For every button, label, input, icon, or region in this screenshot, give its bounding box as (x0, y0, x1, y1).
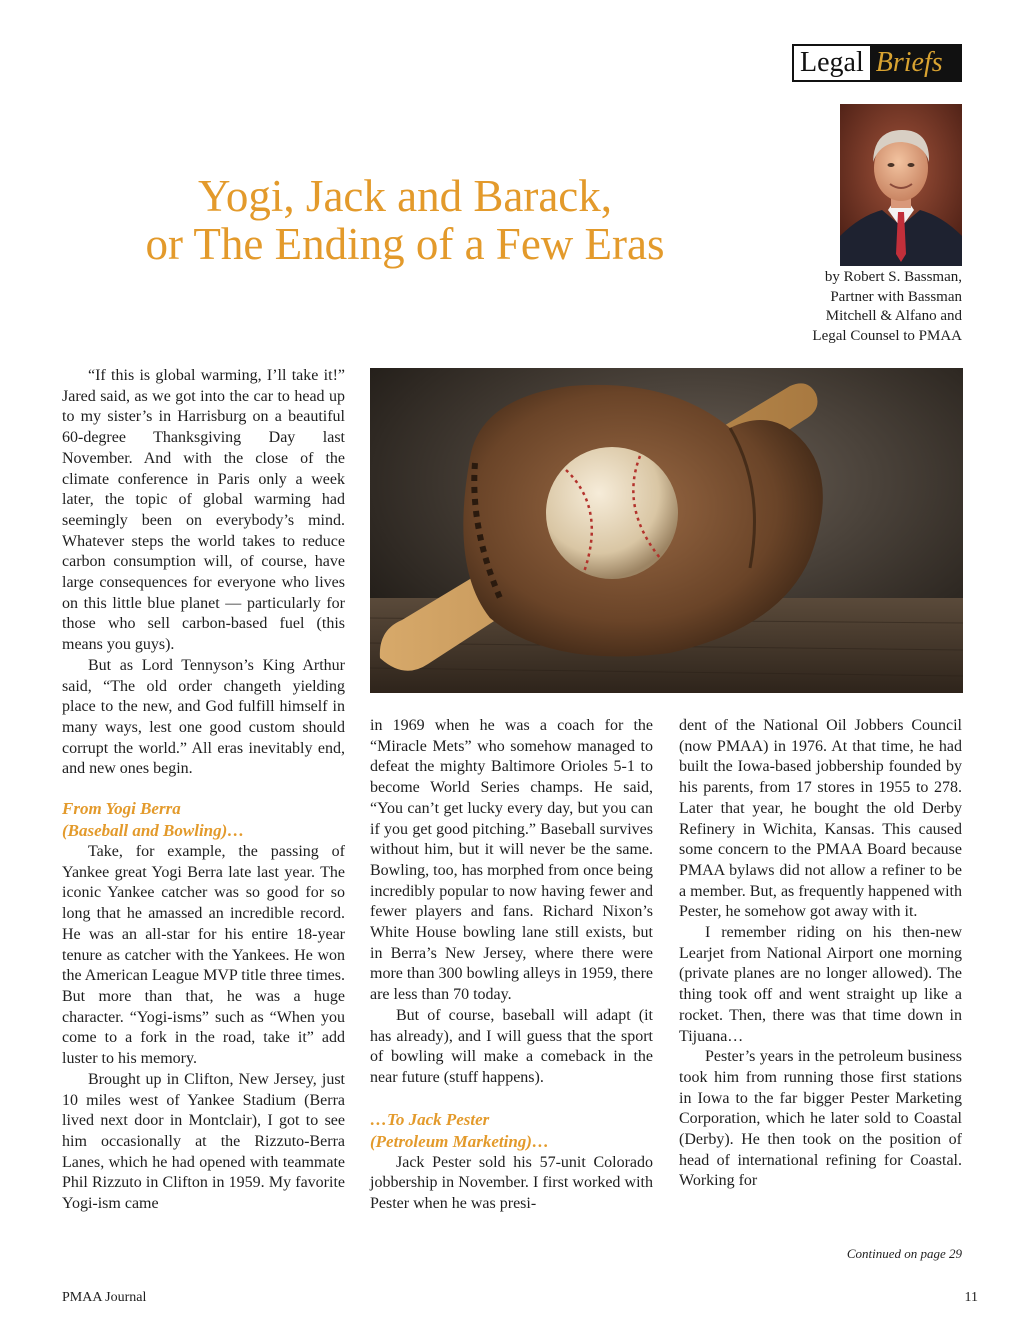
col1-paragraph-4: Brought up in Clifton, New Jersey, just 10 miles west of Yankee Stadium (Berra lived next door in Montclair), I got to see him occasionally at the Rizzuto-Berra Lanes, which he had opened with teammate Phil Rizzuto in Clifton in 1959. My favorite Yogi-ism came (62, 1070, 345, 1213)
subhead-yogi-line-1: From Yogi Berra (62, 799, 181, 819)
byline (722, 268, 962, 346)
subhead-pester-line-1: …To Jack Pester (370, 1109, 490, 1129)
footer-page-number: 11 (964, 1290, 978, 1305)
byline-line-3: Mitchell & Alfano and (825, 308, 962, 324)
col2-paragraph-1: in 1969 when he was a coach for the “Miracle Mets” who somehow managed to defeat the mighty Baltimore Orioles 5-1 to become World Series champs. He said, “You can’t get lucky every day, but you can if you get good pitching.” Baseball survives without him, but it will never be the same. Bowling, too, has morphed from once being incredibly popular to now having fewer and fewer players and fans. Richard Nixon’s White House bowling lane still exists, but in Berra’s New Jersey, where there were more than 300 bowling alleys in 1959, there are less than 70 today. (370, 717, 653, 1004)
article-column-3 (679, 716, 962, 1192)
continued-note: Continued on page 29 (846, 1246, 962, 1261)
col3-paragraph-3: Pester’s years in the petroleum business took him from running those first stations in Iowa to the far bigger Pester Marketing Corporation, which he later sold to Coastal (Derby). He then took on the position of head of international refining for Coastal. Working for (679, 1048, 962, 1190)
byline-line-1: by Robert S. Bassman, (824, 269, 962, 285)
baseball-glove-image (370, 368, 963, 693)
subhead-yogi-berra (62, 798, 345, 842)
col1-paragraph-1: “If this is global warming, I’ll take it!” Jared said, as we got into the car to head up to my sister’s in Harrisburg on a beautiful 60-degree Thanksgiving Day last November. And with the close of the climate conference in Paris only a week later, the topic of global warming had seemingly been on everybody’s mind. Whatever steps the world takes to reduce carbon consumption will, of course, have large consequences for everyone who lives on this little blue planet — particularly for those who sell carbon-based fuel (this means you guys). (62, 367, 345, 654)
col1-paragraph-2: But as Lord Tennyson’s King Arthur said, “The old order changeth yielding place to the new, and God fulfill himself in many ways, lest one good custom should corrupt the world.” All eras inevitably end, and new ones begin. (62, 656, 345, 778)
subhead-yogi-line-2: (Baseball and Bowling)… (62, 821, 245, 841)
article-column-2 (370, 716, 653, 1215)
col1-paragraph-3: Take, for example, the passing of Yankee great Yogi Berra late last year. The iconic Yankee catcher was so good for so long that he amassed an incredible record. He was an all-star for his entire 18-year tenure as catcher with the Yankees. He won the American League MVP title three times. But more than that, he was a huge character. “Yogi-isms” such as “When you come to a fork in the road, take it” add luster to his memory. (62, 843, 345, 1068)
col2-spacer (370, 1089, 653, 1109)
col1-spacer (62, 780, 345, 798)
subhead-pester-line-2: (Petroleum Marketing)… (370, 1131, 549, 1151)
byline-line-2: Partner with Bassman (830, 288, 962, 305)
badge-briefs: Briefs (870, 46, 960, 80)
author-portrait-image (840, 104, 962, 266)
article-title (100, 172, 710, 268)
section-badge (792, 44, 962, 82)
badge-legal: Legal (794, 46, 870, 80)
col3-paragraph-2: I remember riding on his then-new Learjet from National Airport one morning (private planes are no longer allowed). The thing took off and went straight up like a rocket. Then, there was that time down in Tijuana… (679, 924, 962, 1045)
byline-line-4: Legal Counsel to PMAA (812, 327, 962, 344)
baseball-glove-photo (370, 368, 963, 693)
col2-paragraph-2: But of course, baseball will adapt (it has already), and I will guess that the sport of bowling will make a comeback in the near future (stuff happens). (370, 1006, 653, 1086)
title-line-1: Yogi, Jack and Barack, (197, 171, 613, 221)
footer-journal-name: PMAA Journal (62, 1290, 147, 1305)
col2-paragraph-3: Jack Pester sold his 57-unit Colorado jobbership in November. I first worked with Pester when he was presi- (370, 1153, 653, 1213)
article-column-1 (62, 366, 345, 1215)
col3-paragraph-1: dent of the National Oil Jobbers Council (now PMAA) in 1976. At that time, he had built the Iowa-based jobbership founded by his parents, from 17 stores in 1955 to 278. Later that year, he bought the old Derby Refinery in Wichita, Kansas. This caused some concern to the PMAA Board because PMAA bylaws did not allow a refiner to be a member. But, as frequently happened with Pester, he somehow got away with it. (679, 717, 962, 921)
author-portrait (840, 104, 962, 266)
subhead-jack-pester (370, 1109, 653, 1153)
title-line-2: or The Ending of a Few Eras (145, 219, 665, 269)
